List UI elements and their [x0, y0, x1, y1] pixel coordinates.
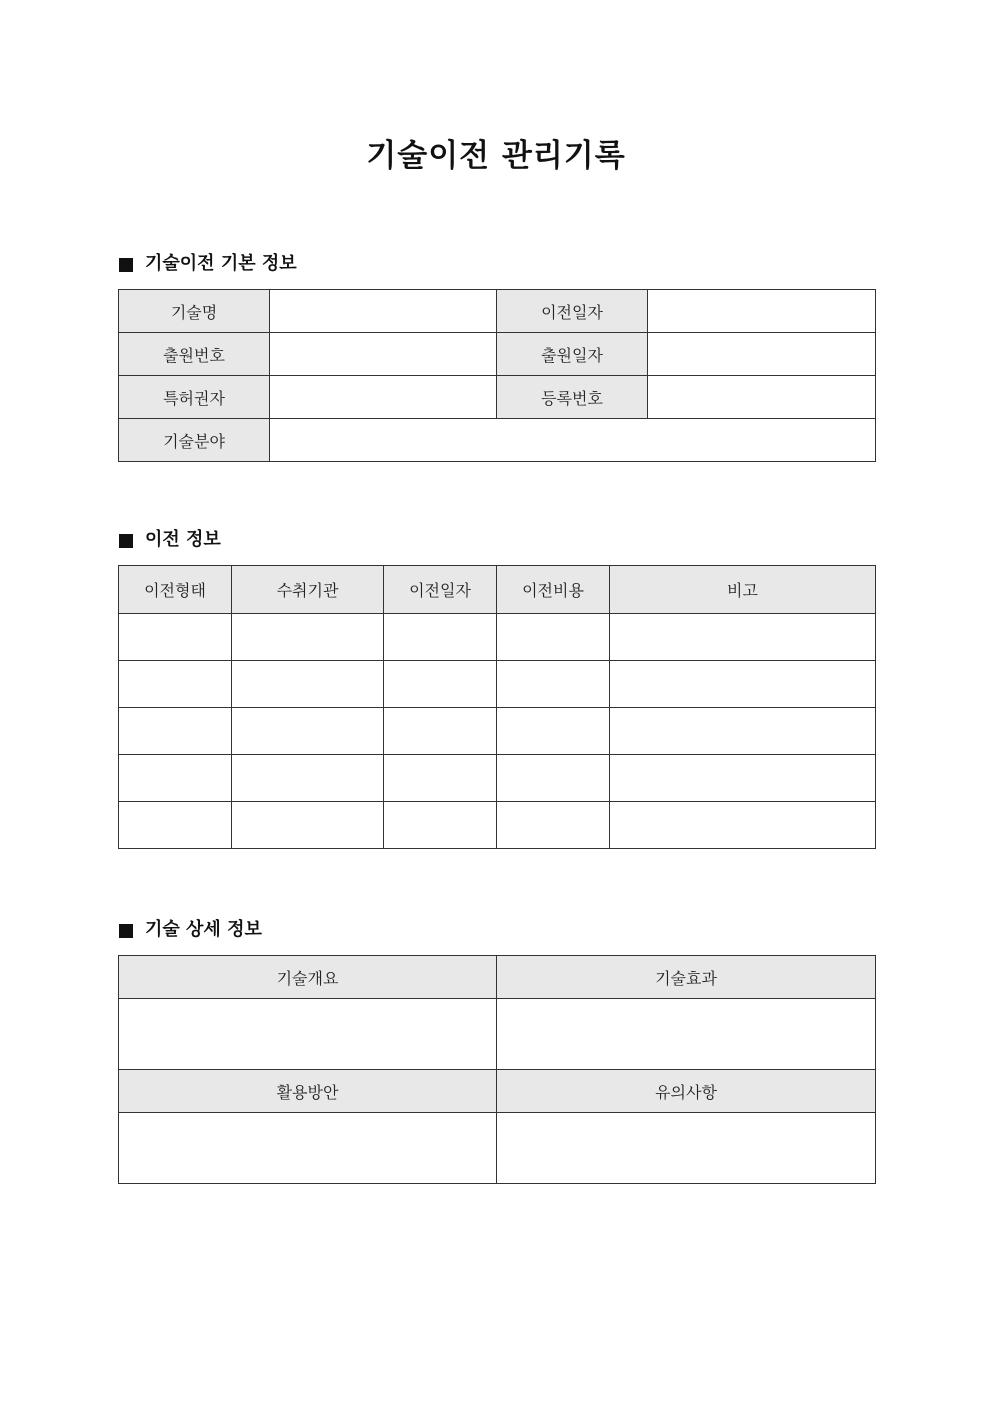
table-row	[119, 1113, 876, 1184]
table-row	[119, 376, 876, 419]
application-date-label: 출원일자	[497, 333, 648, 376]
table-cell[interactable]	[497, 755, 610, 802]
section-heading-detail-info	[119, 918, 262, 942]
table-header-row	[119, 1070, 876, 1113]
transfer-date-label: 이전일자	[497, 290, 648, 333]
table-cell[interactable]	[384, 802, 497, 849]
table-cell[interactable]	[497, 614, 610, 661]
table-cell[interactable]	[232, 755, 384, 802]
column-header-transfer-date: 이전일자	[384, 566, 497, 614]
basic-info-table	[118, 289, 876, 462]
column-header-recipient: 수취기관	[232, 566, 384, 614]
table-row	[119, 999, 876, 1070]
registration-number-label: 등록번호	[497, 376, 648, 419]
column-header-transfer-cost: 이전비용	[497, 566, 610, 614]
table-cell[interactable]	[610, 755, 876, 802]
section-heading-label: 기술이전 기본 정보	[145, 253, 297, 274]
black-square-icon	[119, 534, 133, 548]
table-row	[119, 333, 876, 376]
tech-name-field[interactable]	[270, 290, 497, 333]
table-cell[interactable]	[119, 755, 232, 802]
table-row	[119, 290, 876, 333]
transfer-info-table	[118, 565, 876, 849]
overview-field[interactable]	[119, 999, 497, 1070]
notes-label: 유의사항	[497, 1070, 876, 1113]
black-square-icon	[119, 258, 133, 272]
table-cell[interactable]	[384, 755, 497, 802]
column-header-remarks: 비고	[610, 566, 876, 614]
tech-field-label: 기술분야	[119, 419, 270, 462]
section-heading-basic-info	[119, 252, 297, 276]
application-number-label: 출원번호	[119, 333, 270, 376]
table-cell[interactable]	[384, 614, 497, 661]
table-row	[119, 614, 876, 661]
table-cell[interactable]	[232, 708, 384, 755]
table-header-row	[119, 566, 876, 614]
tech-name-label: 기술명	[119, 290, 270, 333]
table-cell[interactable]	[232, 614, 384, 661]
effect-field[interactable]	[497, 999, 876, 1070]
table-cell[interactable]	[384, 708, 497, 755]
effect-label: 기술효과	[497, 956, 876, 999]
table-row	[119, 755, 876, 802]
table-cell[interactable]	[497, 661, 610, 708]
overview-label: 기술개요	[119, 956, 497, 999]
table-cell[interactable]	[119, 802, 232, 849]
table-cell[interactable]	[232, 802, 384, 849]
table-cell[interactable]	[119, 661, 232, 708]
table-cell[interactable]	[119, 708, 232, 755]
section-heading-label: 기술 상세 정보	[145, 919, 262, 940]
table-row	[119, 708, 876, 755]
table-row	[119, 419, 876, 462]
section-heading-label: 이전 정보	[145, 529, 221, 550]
table-row	[119, 661, 876, 708]
notes-field[interactable]	[497, 1113, 876, 1184]
column-header-transfer-type: 이전형태	[119, 566, 232, 614]
section-heading-transfer-info	[119, 528, 221, 552]
application-number-field[interactable]	[270, 333, 497, 376]
table-cell[interactable]	[497, 802, 610, 849]
registration-number-field[interactable]	[648, 376, 876, 419]
detail-info-table	[118, 955, 876, 1184]
table-cell[interactable]	[610, 708, 876, 755]
table-row	[119, 802, 876, 849]
patent-holder-field[interactable]	[270, 376, 497, 419]
table-cell[interactable]	[610, 802, 876, 849]
black-square-icon	[119, 924, 133, 938]
tech-field-field[interactable]	[270, 419, 876, 462]
page-title: 기술이전 관리기록	[366, 138, 626, 174]
application-date-field[interactable]	[648, 333, 876, 376]
table-header-row	[119, 956, 876, 999]
table-cell[interactable]	[119, 614, 232, 661]
table-cell[interactable]	[610, 614, 876, 661]
table-cell[interactable]	[497, 708, 610, 755]
patent-holder-label: 특허권자	[119, 376, 270, 419]
transfer-date-field[interactable]	[648, 290, 876, 333]
table-cell[interactable]	[232, 661, 384, 708]
table-cell[interactable]	[610, 661, 876, 708]
utilization-field[interactable]	[119, 1113, 497, 1184]
utilization-label: 활용방안	[119, 1070, 497, 1113]
table-cell[interactable]	[384, 661, 497, 708]
